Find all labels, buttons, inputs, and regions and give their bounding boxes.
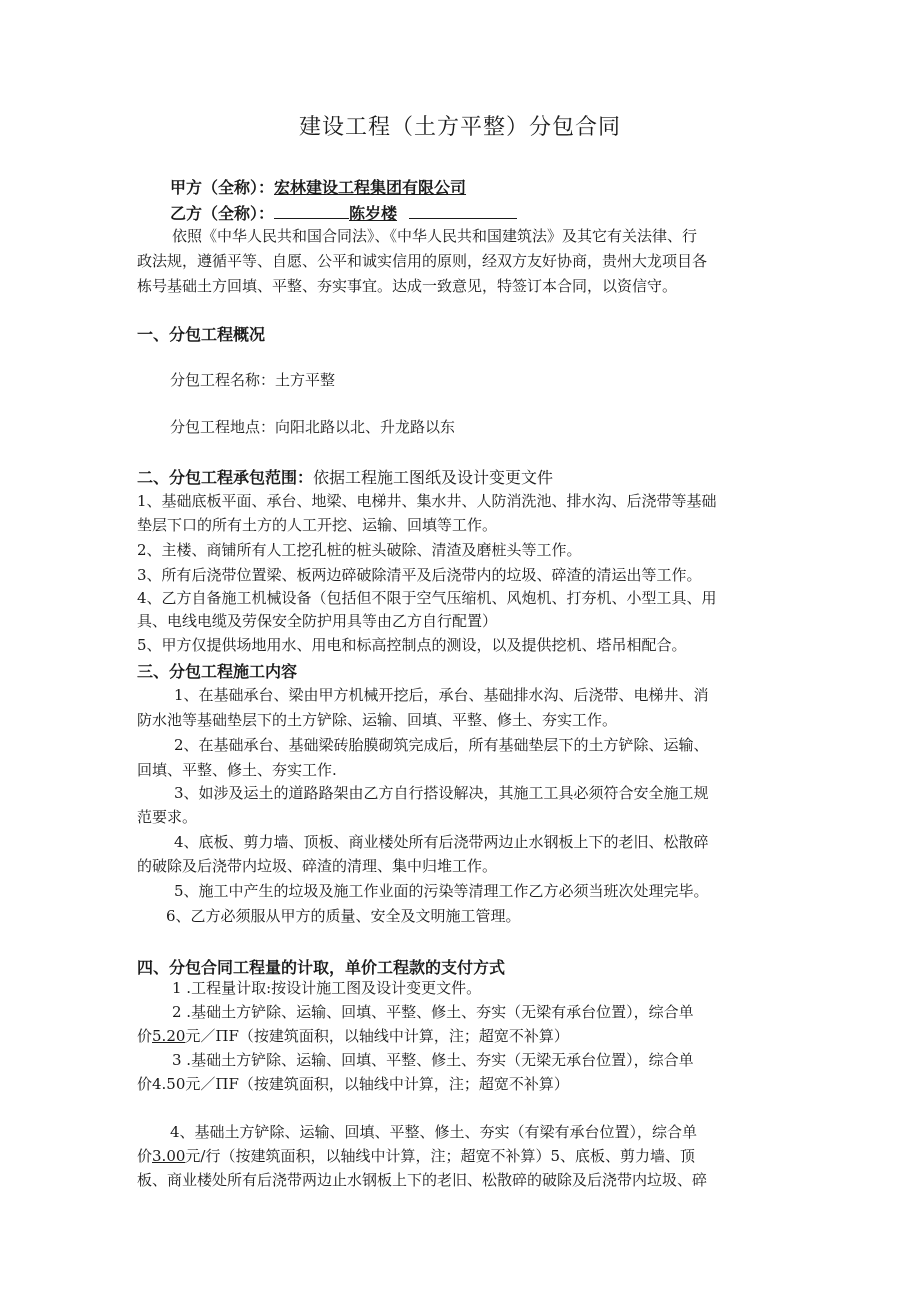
content-line: 5、施工中产生的垃圾及施工作业面的污染等清理工作乙方必须当班次处理完毕。 [174,882,709,900]
scope-line: 1、基础底板平面、承台、地梁、电梯井、集水井、人防消洗池、排水沟、后浇带等基础 [137,492,717,510]
contract-title: 建设工程（土方平整）分包合同 [298,115,621,140]
intro-line-2: 政法规，遵循平等、自愿、公平和诚实信用的原则，经双方友好协商，贵州大龙项目各 [137,252,708,270]
payment-item-1: 1 .工程量计取:按设计施工图及设计变更文件。 [172,979,482,997]
section-2-heading [137,465,553,488]
content-line: 回填、平整、修土、夯实工作. [137,761,337,779]
intro-line-1: 依照《中华人民共和国合同法》、《中华人民共和国建筑法》及其它有关法律、行 [172,227,698,245]
price-prefix: 价 [137,1147,153,1165]
party-a-label: 甲方（全称）： [170,178,275,197]
content-line: 2、在基础承台、基础梁砖胎膜砌筑完成后，所有基础垫层下的土方铲除、运输、 [174,736,709,754]
scope-line: 垫层下口的所有土方的人工开挖、运输、回填等工作。 [137,516,498,534]
party-b-label: 乙方（全称）： [170,204,275,223]
price-tail: 元／ΠF（按建筑面积，以轴线中计算，注；超宽不补算） [185,1027,569,1045]
content-line: 1、在基础承台、梁由甲方机械开挖后，承台、基础排水沟、后浇带、电梯井、消 [174,686,709,704]
party-b-line [170,201,517,224]
unit-price: 5.20 [152,1027,186,1045]
payment-item-3-a: 3 .基础土方铲除、运输、回填、平整、修土、夯实（无梁无承台位置），综合单 [172,1051,694,1069]
payment-item-2-a: 2 .基础土方铲除、运输、回填、平整、修土、夯实（无梁有承台位置），综合单 [172,1003,694,1021]
party-a-name: 宏林建设工程集团有限公司 [274,178,467,197]
payment-item-3-b: 价4.50元／ΠF（按建筑面积，以轴线中计算，注；超宽不补算） [137,1075,569,1093]
scope-line: 4、乙方自备施工机械设备（包括但不限于空气压缩机、风炮机、打夯机、小型工具、用 [137,589,717,607]
section-2-heading-tail: 依据工程施工图纸及设计变更文件 [313,468,554,487]
content-line: 范要求。 [137,808,198,826]
project-name-line: 分包工程名称：土方平整 [170,371,336,389]
section-2-heading-text: 二、分包工程承包范围： [137,468,314,487]
payment-item-4-b [137,1146,695,1166]
payment-item-2-b [137,1026,569,1046]
project-location-line: 分包工程地点：向阳北路以北、升龙路以东 [170,418,456,436]
section-4-heading: 四、分包合同工程量的计取，单价工程款的支付方式 [137,958,506,977]
scope-line: 5、甲方仅提供场地用水、用电和标高控制点的测设，以及提供挖机、塔吊相配合。 [137,636,687,654]
party-b-blank-left [274,202,349,219]
content-line: 3、如涉及运土的道路路架由乙方自行搭设解决，其施工工具必须符合安全施工规 [174,784,709,802]
party-b-name: 陈岁楼 [349,204,398,223]
scope-line: 具、电线电缆及劳保安全防护用具等由乙方自行配置） [137,612,498,630]
content-line: 防水池等基础垫层下的土方铲除、运输、回填、平整、修土、夯实工作。 [137,711,618,729]
section-1-heading: 一、分包工程概况 [137,325,266,344]
content-line: 6、乙方必须服从甲方的质量、安全及文明施工管理。 [166,907,521,925]
unit-price: 3.00 [152,1147,186,1165]
price-tail: 元/行（按建筑面积，以轴线中计算，注；超宽不补算）5、底板、剪力墙、顶 [185,1147,696,1165]
party-a-line [170,175,466,198]
content-line: 的破除及后浇带内垃圾、碎渣的清理、集中归堆工作。 [137,857,498,875]
price-prefix: 价 [137,1027,153,1045]
scope-line: 3、所有后浇带位置梁、板两边碎破除清平及后浇带内的垃圾、碎渣的清运出等工作。 [137,566,702,584]
section-3-heading: 三、分包工程施工内容 [137,662,298,681]
payment-item-4-c: 板、商业楼处所有后浇带两边止水钢板上下的老旧、松散碎的破除及后浇带内垃圾、碎 [137,1171,708,1189]
intro-line-3: 栋号基础土方回填、平整、夯实事宜。达成一致意见，特签订本合同，以资信守。 [137,277,678,295]
payment-item-4-a: 4、基础土方铲除、运输、回填、平整、修土、夯实（有梁有承台位置），综合单 [170,1123,698,1141]
party-b-blank-right [409,202,517,219]
scope-line: 2、主楼、商铺所有人工挖孔桩的桩头破除、清渣及磨桩头等工作。 [137,541,582,559]
content-line: 4、底板、剪力墙、顶板、商业楼处所有后浇带两边止水钢板上下的老旧、松散碎 [174,833,709,851]
